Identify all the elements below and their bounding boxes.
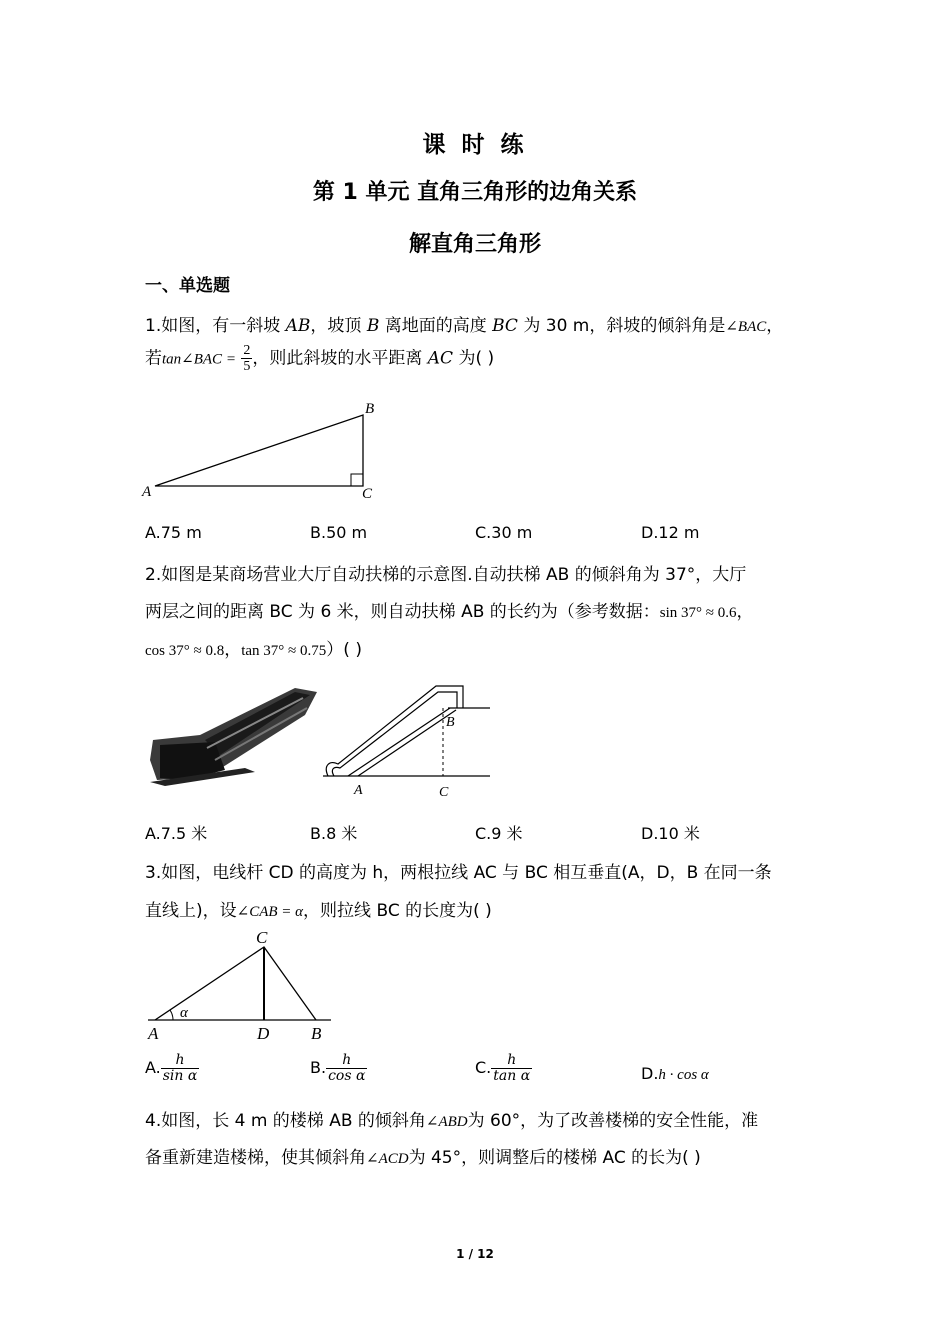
q4-line1: 4.如图，长 4 m 的楼梯 AB 的倾斜角∠ABD为 60°，为了改善楼梯的安全性能，准 [145, 1111, 759, 1131]
q2-escalator-photo [145, 680, 320, 800]
q1-line2: 若tan∠BAC = $\frac{2}{5}$ ，则此斜坡的水平距离 AC 为( ) [145, 343, 495, 374]
q1-option-a[interactable]: A.75 m [145, 523, 202, 542]
q3-label-a: A [148, 1024, 159, 1043]
q1-fraction: $\frac{2}{5}$ [243, 343, 251, 374]
q1-slope-figure [140, 395, 390, 505]
q2-option-a[interactable]: A.7.5 米 [145, 824, 208, 843]
q3-label-d: D [257, 1024, 270, 1043]
page-title: 课 时 练 [422, 132, 528, 158]
q1-option-b[interactable]: B.50 m [310, 523, 368, 542]
q3-option-c[interactable]: C. $\frac{h}{\text{tan α}}$ [475, 1052, 531, 1084]
q3-label-b: B [311, 1024, 322, 1043]
q1-label-a: A [142, 484, 152, 500]
q2-option-d[interactable]: D.10 米 [641, 824, 700, 843]
lesson-title: 解直角三角形 [408, 232, 541, 257]
page-number: 1 / 12 [456, 1247, 494, 1261]
q3-label-c: C [256, 928, 268, 947]
q2-option-b[interactable]: B.8 米 [310, 824, 358, 843]
q2-line1: 2.如图是某商场营业大厅自动扶梯的示意图.自动扶梯 AB 的倾斜角为 37°，大厅 [145, 565, 747, 585]
section-heading: 一、单选题 [145, 276, 230, 296]
unit-title: 第 1 单元 直角三角形的边角关系 [312, 180, 638, 205]
q3-option-a[interactable]: A. $\frac{h}{\text{sin α}}$ [145, 1052, 198, 1084]
q3-option-b[interactable]: B. $\frac{h}{\text{cos α}}$ [310, 1052, 366, 1084]
q1-option-d[interactable]: D.12 m [641, 523, 700, 542]
q3-pole-figure [143, 925, 343, 1045]
q2-escalator-diagram [318, 680, 493, 800]
q1-option-c[interactable]: C.30 m [475, 523, 533, 542]
q3-line1: 3.如图，电线杆 CD 的高度为 h，两根拉线 AC 与 BC 相互垂直(A，D，B 在同一条 [145, 863, 772, 883]
q2-label-b: B [446, 715, 455, 730]
q2-line2: 两层之间的距离 BC 为 6 米，则自动扶梯 AB 的长约为（参考数据：sin 37° ≈ 0.6， [145, 602, 754, 622]
q2-label-c: C [439, 785, 449, 800]
q2-label-a: A [354, 783, 363, 798]
q3-line2: 直线上)，设∠CAB = α，则拉线 BC 的长度为( ) [145, 901, 492, 921]
q2-option-c[interactable]: C.9 米 [475, 824, 523, 843]
q2-line3: cos 37° ≈ 0.8，tan 37° ≈ 0.75）( ) [145, 640, 362, 660]
q1-line1: 1.如图，有一斜坡 AB，坡顶 B 离地面的高度 BC 为 30 m，斜坡的倾斜角是∠BAC， [145, 316, 784, 336]
q4-line2: 备重新建造楼梯，使其倾斜角∠ACD为 45°，则调整后的楼梯 AC 的长为( ) [145, 1148, 701, 1168]
q3-label-alpha: α [180, 1005, 188, 1021]
q1-label-c: C [362, 486, 373, 502]
q1-label-b: B [365, 401, 375, 417]
q3-option-d[interactable]: D.h · cos α [641, 1064, 709, 1083]
